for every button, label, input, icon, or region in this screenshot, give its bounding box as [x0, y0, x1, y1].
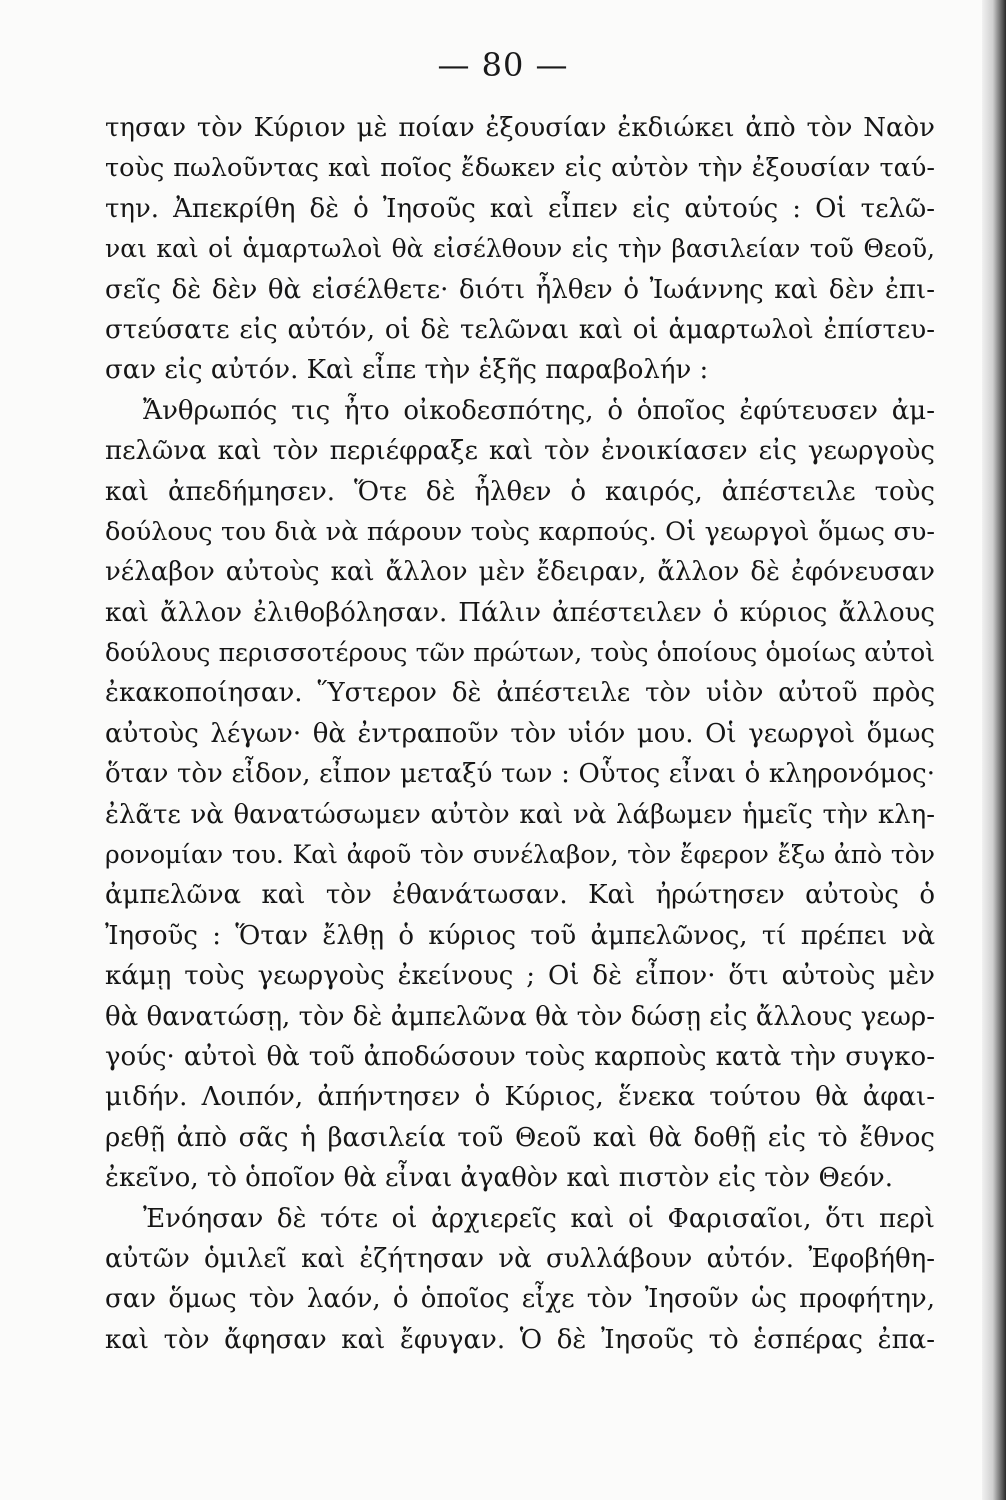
- page-number: — 80 —: [437, 46, 569, 84]
- text-line: στεύσατε εἰς αὐτόν, οἱ δὲ τελῶναι καὶ οἱ ἁμαρτωλοὶ ἐπίστευ-: [105, 314, 935, 345]
- text-line: σαν εἰς αὐτόν. Καὶ εἶπε τὴν ἑξῆς παραβολήν :: [105, 355, 709, 386]
- text-line: σαν ὅμως τὸν λαόν, ὁ ὁποῖος εἶχε τὸν Ἰησοῦν ὡς προφήτην,: [105, 1284, 935, 1315]
- text-line: ρονομίαν του. Καὶ ἀφοῦ τὸν συνέλαβον, τὸν ἔφερον ἔξω ἀπὸ τὸν: [105, 840, 935, 870]
- text-line: την. Ἀπεκρίθη δὲ ὁ Ἰησοῦς καὶ εἶπεν εἰς αὐτούς : Οἱ τελῶ-: [105, 193, 935, 224]
- paragraph-start-line: Ἄνθρωπός τις ἦτο οἰκοδεσπότης, ὁ ὁποῖος ἐφύτευσεν ἀμ-: [143, 395, 935, 426]
- paragraph-start-line: Ἐνόησαν δὲ τότε οἱ ἀρχιερεῖς καὶ οἱ Φαρισαῖοι, ὅτι περὶ: [143, 1203, 935, 1234]
- text-line: ὅταν τὸν εἶδον, εἶπον μεταξύ των : Οὗτος εἶναι ὁ κληρονόμος·: [105, 759, 935, 790]
- text-line: αὐτῶν ὁμιλεῖ καὶ ἐζήτησαν νὰ συλλάβουν αὐτόν. Ἐφοβήθη-: [105, 1243, 935, 1274]
- text-line: ναι καὶ οἱ ἁμαρτωλοὶ θὰ εἰσέλθουν εἰς τὴν βασιλείαν τοῦ Θεοῦ,: [105, 234, 935, 264]
- text-line: κάμῃ τοὺς γεωργοὺς ἐκείνους ; Οἱ δὲ εἶπον· ὅτι αὐτοὺς μὲν: [105, 961, 935, 992]
- text-line: γούς· αὐτοὶ θὰ τοῦ ἀποδώσουν τοὺς καρποὺς κατὰ τὴν συγκο-: [105, 1041, 935, 1072]
- text-line: δούλους του διὰ νὰ πάρουν τοὺς καρπούς. Οἱ γεωργοὶ ὅμως συ-: [105, 516, 935, 547]
- text-line: ρεθῇ ἀπὸ σᾶς ἡ βασιλεία τοῦ Θεοῦ καὶ θὰ δοθῇ εἰς τὸ ἔθνος: [105, 1122, 935, 1153]
- text-line: καὶ ἀπεδήμησεν. Ὅτε δὲ ἦλθεν ὁ καιρός, ἀπέστειλε τοὺς: [105, 476, 935, 507]
- text-line: τοὺς πωλοῦντας καὶ ποῖος ἔδωκεν εἰς αὐτὸν τὴν ἐξουσίαν ταύ-: [105, 153, 935, 184]
- body-text: [105, 108, 935, 1360]
- text-line: ἐκεῖνο, τὸ ὁποῖον θὰ εἶναι ἀγαθὸν καὶ πιστὸν εἰς τὸν Θεόν.: [105, 1163, 893, 1194]
- text-line: αὐτοὺς λέγων· θὰ ἐντραποῦν τὸν υἱόν μου. Οἱ γεωργοὶ ὅμως: [105, 718, 935, 749]
- text-line: δούλους περισσοτέρους τῶν πρώτων, τοὺς ὁποίους ὁμοίως αὐτοὶ: [105, 638, 935, 668]
- text-line: πελῶνα καὶ τὸν περιέφραξε καὶ τὸν ἐνοικίασεν εἰς γεωργοὺς: [105, 436, 935, 467]
- text-line: νέλαβον αὐτοὺς καὶ ἄλλον μὲν ἔδειραν, ἄλλον δὲ ἐφόνευσαν: [105, 557, 935, 588]
- text-line: καὶ ἄλλον ἐλιθοβόλησαν. Πάλιν ἀπέστειλεν ὁ κύριος ἄλλους: [105, 597, 935, 628]
- text-line: ἀμπελῶνα καὶ τὸν ἐθανάτωσαν. Καὶ ἠρώτησεν αὐτοὺς ὁ: [105, 880, 935, 911]
- text-line: ἐκακοποίησαν. Ὕστερον δὲ ἀπέστειλε τὸν υἱὸν αὐτοῦ πρὸς: [105, 678, 935, 709]
- text-line: καὶ τὸν ἄφησαν καὶ ἔφυγαν. Ὁ δὲ Ἰησοῦς τὸ ἑσπέρας ἐπα-: [105, 1324, 935, 1355]
- text-line: σεῖς δὲ δὲν θὰ εἰσέλθετε· διότι ἦλθεν ὁ Ἰωάννης καὶ δὲν ἐπι-: [105, 274, 935, 305]
- text-line: τησαν τὸν Κύριον μὲ ποίαν ἐξουσίαν ἐκδιώκει ἀπὸ τὸν Ναὸν: [105, 113, 935, 143]
- text-line: Ἰησοῦς : Ὅταν ἔλθῃ ὁ κύριος τοῦ ἀμπελῶνος, τί πρέπει νὰ: [105, 920, 935, 951]
- text-line: μιδήν. Λοιπόν, ἀπήντησεν ὁ Κύριος, ἕνεκα τούτου θὰ ἀφαι-: [105, 1082, 935, 1113]
- text-line: θὰ θανατώσῃ, τὸν δὲ ἀμπελῶνα θὰ τὸν δώσῃ εἰς ἄλλους γεωρ-: [105, 1001, 935, 1032]
- page-edge-shadow: [982, 0, 1006, 1500]
- text-line: ἐλᾶτε νὰ θανατώσωμεν αὐτὸν καὶ νὰ λάβωμεν ἡμεῖς τὴν κλη-: [105, 799, 935, 830]
